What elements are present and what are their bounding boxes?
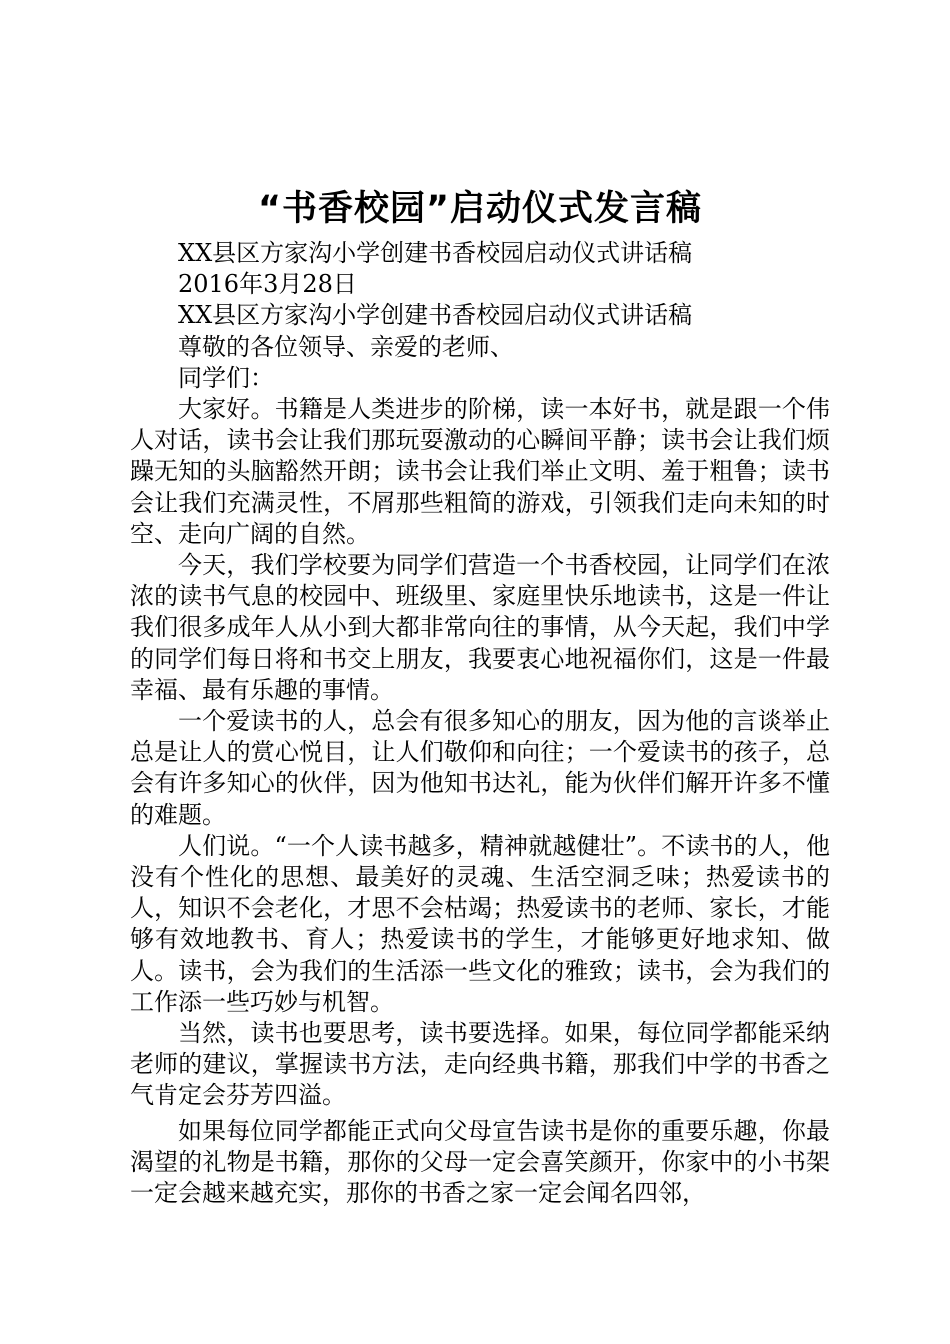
body-paragraph-3: 一个爱读书的人，总会有很多知心的朋友，因为他的言谈举止总是让人的赏心悦目，让人们敬仰和向往；一个爱读书的孩子，总会有许多知心的伙伴，因为他知书达礼，能为伙伴们解开许多不懂的难题。 xyxy=(130,706,830,829)
header-line-school: XX县区方家沟小学创建书香校园启动仪式讲话稿 xyxy=(178,239,693,267)
header-line-school-repeat: XX县区方家沟小学创建书香校园启动仪式讲话稿 xyxy=(178,301,693,330)
body-paragraph-5: 当然，读书也要思考，读书要选择。如果，每位同学都能采纳老师的建议，掌握读书方法，走向经典书籍，那我们中学的书香之气肯定会芬芳四溢。 xyxy=(130,1019,830,1110)
header-line-date: 2016年3月28日 xyxy=(178,270,357,299)
body-paragraph-1: 大家好。书籍是人类进步的阶梯，读一本好书，就是跟一个伟人对话，读书会让我们那玩耍激动的心瞬间平静；读书会让我们烦躁无知的头脑豁然开朗；读书会让我们举止文明、羞于粗鲁；读书会让我们充满灵性，不屑那些粗简的游戏，引领我们走向未知的时空、走向广阔的自然。 xyxy=(130,394,830,548)
salutation-line-1: 尊敬的各位领导、亲爱的老师、 xyxy=(178,332,514,361)
document-page xyxy=(130,180,830,1209)
body-paragraph-4: 人们说。“一个人读书越多，精神就越健壮”。不读书的人，他没有个性化的思想、最美好的灵魂、生活空洞乏味；热爱读书的人，知识不会老化，才思不会枯竭；热爱读书的老师、家长，才能够有效地教书、育人；热爱读书的学生，才能够更好地求知、做人。读书，会为我们的生活添一些文化的雅致；读书，会为我们的工作添一些巧妙与机智。 xyxy=(130,831,830,1016)
document-title: “书香校园”启动仪式发言稿 xyxy=(257,189,702,229)
salutation-line-2: 同学们： xyxy=(178,363,274,392)
body-paragraph-2: 今天，我们学校要为同学们营造一个书香校园，让同学们在浓浓的读书气息的校园中、班级里、家庭里快乐地读书，这是一件让我们很多成年人从小到大都非常向往的事情，从今天起，我们中学的同学们每日将和书交上朋友，我要衷心地祝福你们，这是一件最幸福、最有乐趣的事情。 xyxy=(130,550,830,704)
body-paragraph-6: 如果每位同学都能正式向父母宣告读书是你的重要乐趣，你最渴望的礼物是书籍，那你的父母一定会喜笑颜开，你家中的小书架一定会越来越充实，那你的书香之家一定会闻名四邻， xyxy=(130,1116,830,1208)
